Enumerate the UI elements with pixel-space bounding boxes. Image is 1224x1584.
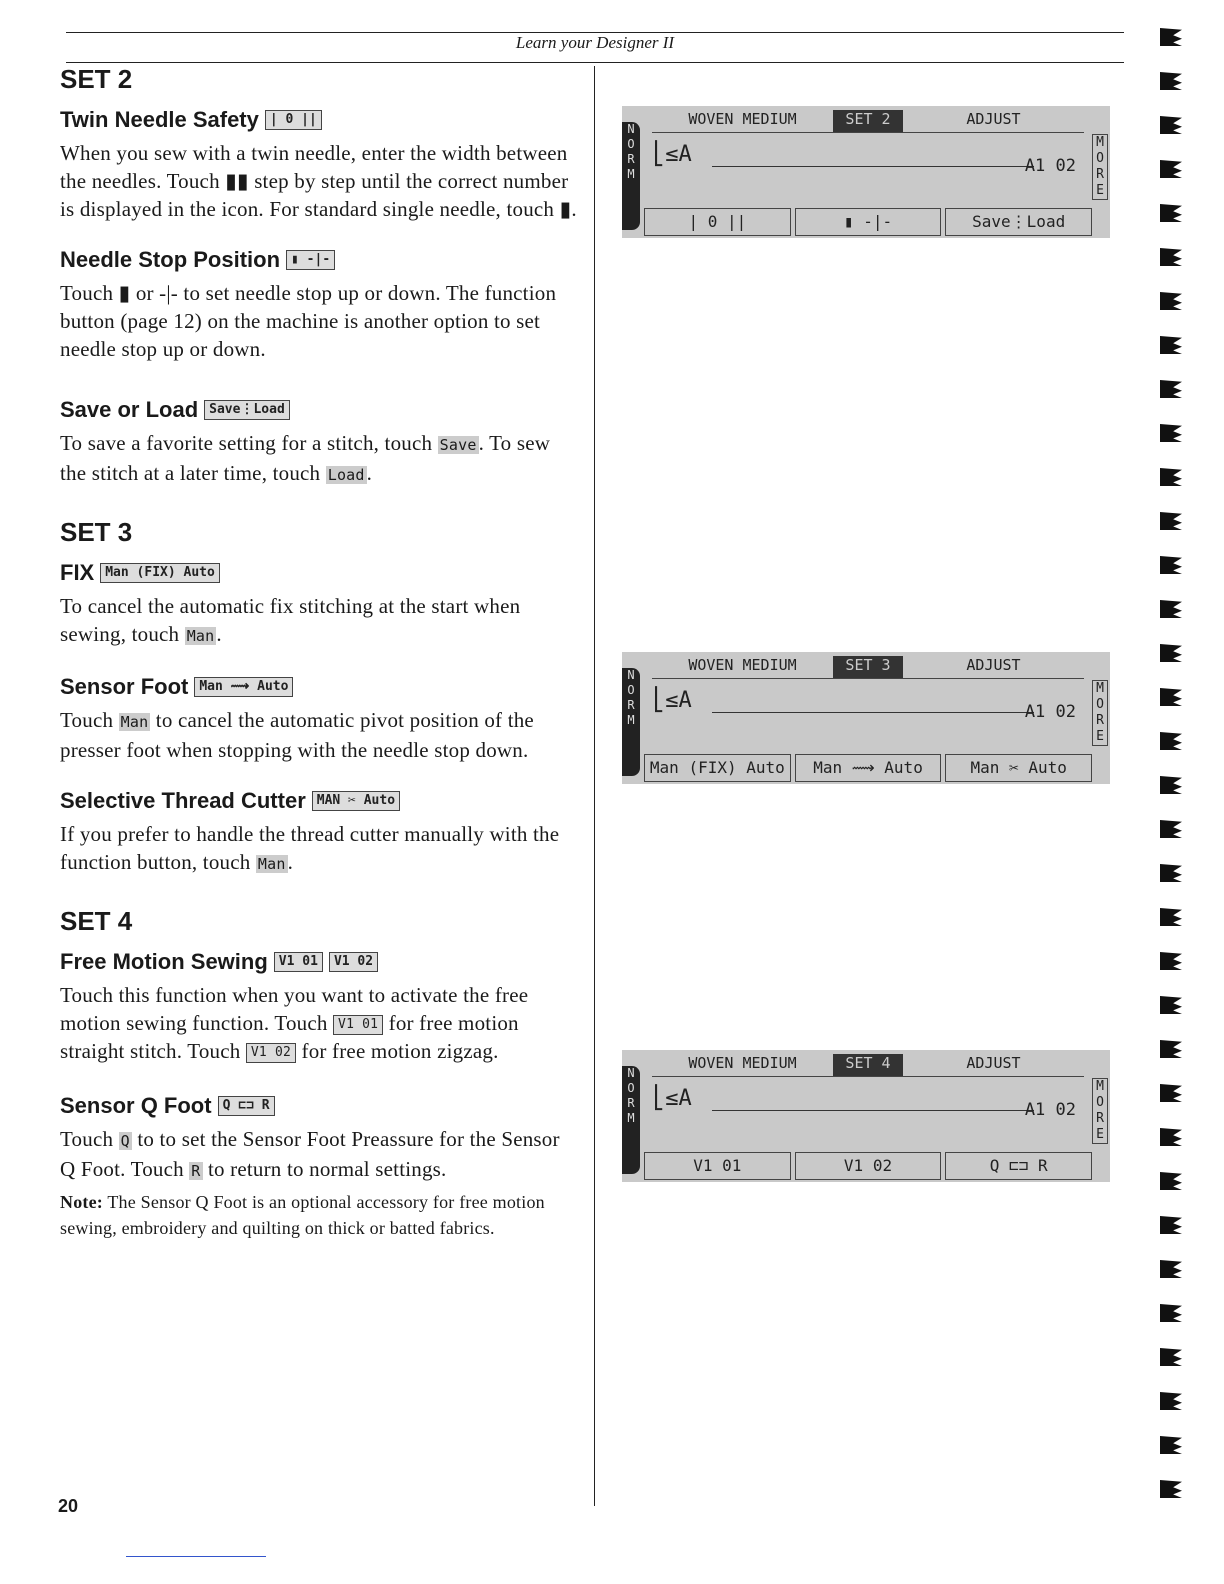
q-foot-text: Touch Q to to set the Sensor Foot Preassure for the Sensor Q Foot. Touch R to return to normal settings.: [60, 1127, 560, 1181]
sensor-foot-text: Touch Man to cancel the automatic pivot position of the presser foot when stopping with the needle stop down.: [60, 708, 534, 762]
lcd-set4: N O R M WOVEN MEDIUM SET 4 ADJUST ⎣≤A A1 02 M O R E V1 01 V1 02 Q ⊏⊐ R: [622, 1050, 1110, 1182]
set2-heading: SET 2: [60, 64, 133, 94]
q-foot-icon: Q ⊏⊐ R: [218, 1096, 275, 1116]
lcd-set2: N O R M WOVEN MEDIUM SET 2 ADJUST ⎣≤A A1 02 M O R E | 0 || ▮ -|- Save⋮Load: [622, 106, 1110, 238]
save-load-text: To save a favorite setting for a stitch, touch Save. To sew the stitch at a later time, touch Load.: [60, 431, 551, 485]
save-load-title: Save or Load Save⋮Load: [60, 395, 580, 425]
needle-stop-title: Needle Stop Position ▮ -|-: [60, 245, 580, 275]
sensor-foot-title: Sensor Foot Man ⟿ Auto: [60, 672, 580, 702]
spiral-binding: [1160, 28, 1190, 1524]
q-foot-title: Sensor Q Foot Q ⊏⊐ R: [60, 1091, 580, 1121]
sensor-foot-icon: Man ⟿ Auto: [194, 677, 293, 697]
left-column: [60, 64, 580, 1241]
cutter-title: Selective Thread Cutter MAN ✂ Auto: [60, 786, 580, 816]
page-number: 20: [58, 1496, 79, 1516]
more-tab: M O R E: [1092, 134, 1108, 200]
cutter-text: If you prefer to handle the thread cutter manually with the function button, touch Man.: [60, 822, 560, 874]
free-motion-icon-1: V1 01: [274, 952, 323, 972]
norm-tab: N O R M: [622, 122, 640, 230]
free-motion-icon-2: V1 02: [329, 952, 378, 972]
load-inline: Load: [327, 466, 365, 484]
save-inline: Save: [439, 436, 477, 454]
cutter-icon: MAN ✂ Auto: [312, 791, 400, 811]
running-header: Learn your Designer II: [515, 33, 675, 52]
fix-text: To cancel the automatic fix stitching at the start when sewing, touch Man.: [60, 594, 521, 646]
set3-heading: SET 3: [60, 517, 133, 547]
lcd-set3: N O R M WOVEN MEDIUM SET 3 ADJUST ⎣≤A A1 02 M O R E Man (FIX) Auto Man ⟿ Auto Man ✂ Auto: [622, 652, 1110, 784]
twin-needle-title: Twin Needle Safety | 0 ||: [60, 105, 580, 135]
needle-stop-text: Touch ▮ or -|- to set needle stop up or down. The function button (page 12) on the machine is another option to set needle stop up or down.: [60, 281, 557, 361]
needle-stop-icon: ▮ -|-: [286, 250, 335, 270]
twin-needle-text: When you sew with a twin needle, enter the width between the needles. Touch ▮▮ step by step until the correct number is displayed in the icon. For standard single needle, touch ▮.: [60, 141, 577, 221]
column-divider: [594, 66, 595, 1506]
fix-title: FIX Man (FIX) Auto: [60, 558, 580, 588]
set4-heading: SET 4: [60, 906, 133, 936]
twin-needle-icon: | 0 ||: [265, 110, 322, 130]
note: Note: The Sensor Q Foot is an optional accessory for free motion sewing, embroidery and quilting on thick or batted fabrics.: [60, 1192, 545, 1238]
footer-rule: [126, 1556, 266, 1557]
header-rule-bottom: [66, 62, 1124, 63]
free-motion-text: Touch this function when you want to activate the free motion sewing function. Touch V1 01 for free motion straight stitch. Touch V1 02 for free motion zigzag.: [60, 983, 529, 1063]
fix-icon: Man (FIX) Auto: [100, 563, 220, 583]
save-load-icon: Save⋮Load: [204, 400, 290, 420]
free-motion-title: Free Motion Sewing V1 01 V1 02: [60, 947, 580, 977]
